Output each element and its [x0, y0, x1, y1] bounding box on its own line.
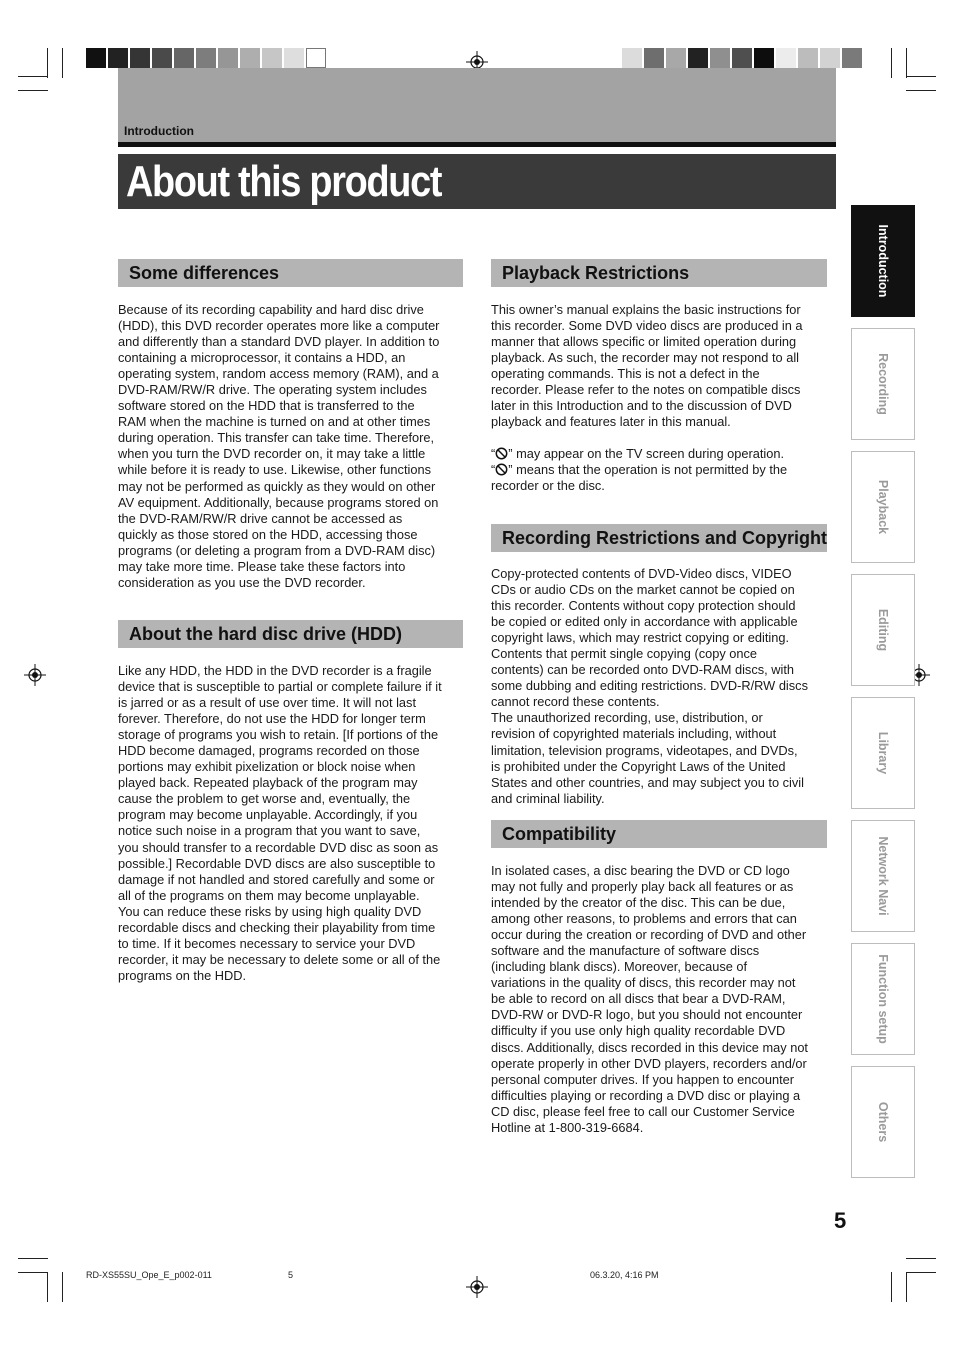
heading-hdd: About the hard disc drive (HDD)	[118, 620, 463, 648]
crop-mark	[906, 1272, 936, 1273]
color-swatch	[776, 48, 796, 68]
tab-network-navi[interactable]	[851, 820, 915, 932]
body-some-differences: Because of its recording capability and hard disc drive (HDD), this DVD recorder operates more like a computer and differently than a standard DVD player. In addition to containing a microprocessor, it contains a HDD, an operating system, random access memory (RAM), and a DVD-RAM/RW/R drive. The operating system includes software stored on the HDD that is transferred to the RAM when the machine is turned on and at other times during operation. This transfer can take time. Therefore, when you turn the DVD recorder on, it may take a little while before it is ready to use. Likewise, other functions may not be performed as quickly as they would on other AV equipment. Additionally, because programs stored on the DVD-RAM/RW/R drive cannot be accessed as quickly as those stored on the HDD, accessing those programs (or deleting a program from a DVD-RAM disc) may take more time. Please take these factors into consideration as you use the DVD recorder.	[118, 302, 440, 590]
section-label: Introduction	[124, 124, 194, 138]
header-band	[118, 68, 836, 142]
heading-recording: Recording Restrictions and Copyright	[491, 524, 827, 552]
color-swatch	[174, 48, 194, 68]
color-bar-left	[86, 48, 328, 68]
prohibited-note-line: “ ” means that the operation is not permitted by the	[491, 462, 788, 478]
color-swatch	[218, 48, 238, 68]
prohibited-note-text-3: recorder or the disc.	[491, 478, 605, 494]
footer-page: 5	[288, 1270, 294, 1280]
crop-mark	[891, 1272, 892, 1302]
footer-file-name: RD-XS55SU_Ope_E_p002-011	[86, 1270, 212, 1280]
prohibited-symbol-note	[491, 446, 833, 494]
color-swatch	[710, 48, 730, 68]
color-swatch	[842, 48, 862, 68]
tab-label: Function setup	[876, 954, 890, 1044]
color-swatch	[108, 48, 128, 68]
prohibited-icon	[495, 463, 508, 476]
crop-mark	[906, 1272, 907, 1302]
crop-mark	[62, 1272, 63, 1302]
crop-mark	[18, 1258, 48, 1259]
tab-label: Playback	[876, 479, 890, 535]
heading-playback: Playback Restrictions	[491, 259, 827, 287]
color-swatch	[284, 48, 304, 68]
crop-mark	[906, 90, 936, 91]
tab-label: Library	[876, 731, 890, 775]
registration-mark-icon	[466, 1276, 488, 1298]
body-recording: Copy-protected contents of DVD-Video discs, VIDEO CDs or audio CDs on the market cannot be copied on this recorder. Contents without copy protection should be copied or edited only in accordance with applicable copyright laws, which may restrict copying or editing. Contents that permit single copying (copy once contents) can be recorded onto DVD-RAM discs, with some dubbing and editing restrictions. DVD-R/RW discs cannot record these contents. The unauthorized recording, use, distribution, or revision of copyrighted materials including, without limitation, television programs, videotapes, and DVDs, is prohibited under the Copyright Laws of the United States and other countries, and may subject you to civil and criminal liability.	[491, 566, 808, 806]
color-swatch	[196, 48, 216, 68]
tab-others[interactable]	[851, 1066, 915, 1178]
body-playback: This owner’s manual explains the basic instructions for this recorder. Some DVD video discs are produced in a manner that allows specific or limited operation during playback. As such, the recorder may not respond to all operating commands. This is not a defect in the recorder. Please refer to the notes on compatible discs later in this Introduction and to the discussion of DVD playback and features later in this manual.	[491, 302, 803, 430]
tab-editing[interactable]	[851, 574, 915, 686]
color-bar-right	[622, 48, 864, 68]
page-number: 5	[834, 1208, 847, 1233]
tab-playback[interactable]	[851, 451, 915, 563]
page-title: About this product	[126, 157, 442, 206]
tab-label: Others	[876, 1101, 890, 1143]
crop-mark	[47, 1272, 48, 1302]
tab-label: Network Navi	[876, 836, 890, 916]
registration-mark-icon	[24, 664, 46, 686]
tab-recording[interactable]	[851, 328, 915, 440]
color-swatch	[732, 48, 752, 68]
title-rule	[118, 142, 836, 147]
tab-label: Recording	[876, 353, 890, 415]
prohibited-note-line: “ ” may appear on the TV screen during operation.	[491, 446, 785, 461]
body-compatibility: In isolated cases, a disc bearing the DVD or CD logo may not fully and properly play back all features or as intended by the creator of the disc. This can be due, among other reasons, to problems and errors that can occur during the creation or recording of DVD and other software and the manufacture of software discs (including blank discs). Moreover, because of variations in the quality of discs, this recorder may not be able to record on all discs that bear a DVD-RAM, DVD-RW or DVD-R logo, but you should not encounter difficulty if you use only high quality recordable DVD discs. Additionally, discs recorded in this device may not operate properly in other DVD players, recorders and/or personal computer drives. If you happen to encounter difficulties playing or recording a DVD disc or playing a CD disc, please feel free to call our Customer Service Hotline at 1-800-319-6684.	[491, 863, 808, 1135]
body-hdd: Like any HDD, the HDD in the DVD recorder is a fragile device that is susceptible to partial or complete failure if it is jarred or as a result of use over time. It will not last forever. Therefore, do not use the HDD for longer term storage of programs you wish to retain. [If portions of the HDD become damaged, programs recorded on those portions may exhibit pixelization or block noise when played back. Repeated playback of the program may cause the problem to get worse and, eventually, the program may become unplayable. Accordingly, if you notice such noise in a program that you want to save, you should transfer to a recordable DVD disc as soon as possible.] Recordable DVD discs are also susceptible to damage if not handled and stored carefully and some or all of the programs on them may become unplayable. You can reduce these risks by using high quality DVD recordable discs and checking their playability from time to time. If it becomes necessary to service your DVD recorder, it may be necessary to delete some or all of the programs on the HDD.	[118, 663, 442, 983]
footer-timestamp: 06.3.20, 4:16 PM	[590, 1270, 659, 1280]
color-swatch	[240, 48, 260, 68]
color-swatch	[130, 48, 150, 68]
tab-function-setup[interactable]	[851, 943, 915, 1055]
heading-some-differences: Some differences	[118, 259, 463, 287]
tab-label: Introduction	[876, 224, 890, 298]
color-swatch	[820, 48, 840, 68]
color-swatch	[644, 48, 664, 68]
crop-mark	[18, 1272, 48, 1273]
color-swatch	[754, 48, 774, 68]
crop-mark	[906, 1258, 936, 1259]
color-swatch	[688, 48, 708, 68]
crop-mark	[18, 90, 48, 91]
color-swatch	[86, 48, 106, 68]
crop-mark	[62, 48, 63, 78]
color-swatch	[622, 48, 642, 68]
tab-label: Editing	[876, 608, 890, 652]
heading-compatibility: Compatibility	[491, 820, 827, 848]
color-swatch	[666, 48, 686, 68]
color-swatch	[152, 48, 172, 68]
color-swatch	[306, 48, 326, 68]
color-swatch	[262, 48, 282, 68]
color-swatch	[798, 48, 818, 68]
tab-library[interactable]	[851, 697, 915, 809]
crop-mark	[906, 76, 936, 77]
prohibited-note-text-1: ” may appear on the TV screen during operation.	[508, 446, 785, 461]
prohibited-note-text-2: ” means that the operation is not permitted by the	[508, 462, 788, 478]
tab-introduction[interactable]	[851, 205, 915, 317]
crop-mark	[18, 76, 48, 77]
crop-mark	[47, 48, 48, 78]
crop-mark	[906, 48, 907, 78]
crop-mark	[891, 48, 892, 78]
prohibited-icon	[495, 447, 508, 460]
